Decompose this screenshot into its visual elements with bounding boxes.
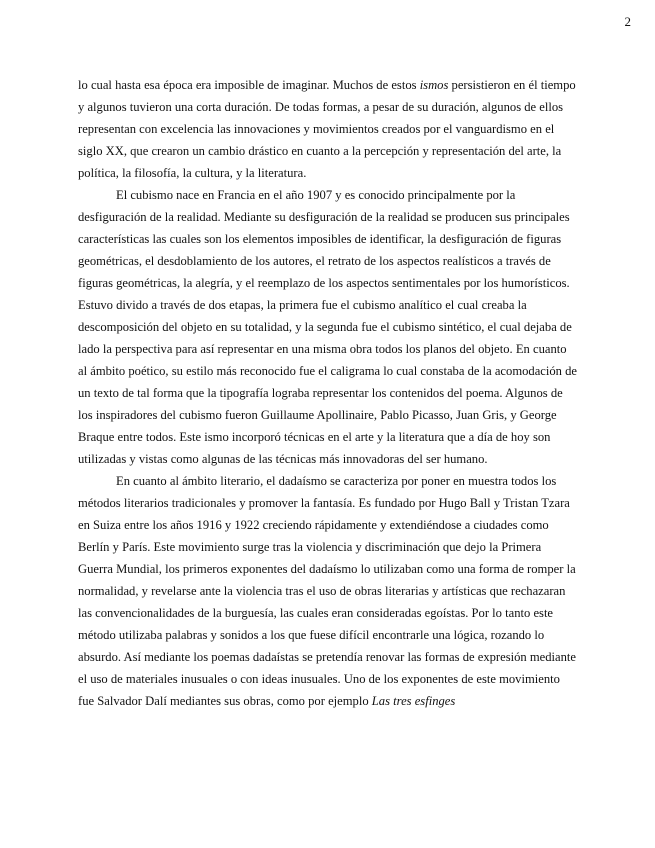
document-body xyxy=(78,74,578,712)
italic-term: ismos xyxy=(419,78,449,92)
paragraph-text: En cuanto al ámbito literario, el dadaísmo se caracteriza por poner en muestra todos los métodos literarios tradicionales y promover la fantasía. Es fundado por Hugo Ball y Tristan Tzara en Suiza entre los años 1916 y 1922 creciendo rápidamente y extendiéndose a ciudades como Berlín y París. Este movimiento surge tras la violencia y discriminación que dejo la Primera Guerra Mundial, los primeros exponentes del dadaísmo lo utilizaban como una forma de romper la normalidad, y revelarse ante la violencia tras el uso de obras literarias y artísticas que rechazaran las convencionalidades de la burguesía, las cuales eran consideradas egoístas. Por lo tanto este método utilizaba palabras y sonidos a los que fuese difícil encontrarle una lógica, rozando lo absurdo. Así mediante los poemas dadaístas se pretendía renovar las formas de expresión mediante el uso de materiales inusuales o con ideas inusuales. Uno de los exponentes de este movimiento fue Salvador Dalí mediantes sus obras, como por ejemplo xyxy=(78,474,577,708)
italic-work-title: Las tres esfinges xyxy=(371,694,456,708)
page-number: 2 xyxy=(624,14,631,29)
paragraph-intro-continuation xyxy=(78,74,578,184)
paragraph-cubismo: El cubismo nace en Francia en el año 1907 y es conocido principalmente por la desfiguración de la realidad. Mediante su desfiguración de la realidad se producen sus principales características las cuales son los elementos imposibles de identificar, la desfiguración de figuras geométricas, el desdoblamiento de los autores, el retrato de los aspectos realísticos a través de figuras geométricas, la alegría, y el reemplazo de los aspectos sentimentales por los humorísticos. Estuvo divido a través de dos etapas, la primera fue el cubismo analítico el cual creaba la descomposición del objeto en su totalidad, y la segunda fue el cubismo sintético, el cual dejaba de lado la perspectiva para así representar en una misma obra todos los planos del objeto. En cuanto al ámbito poético, su estilo más reconocido fue el caligrama lo cual constaba de la acomodación de un texto de tal forma que la tipografía lograba representar los contenidos del poema. Algunos de los inspiradores del cubismo fueron Guillaume Apollinaire, Pablo Picasso, Juan Gris, y George Braque entre todos. Este ismo incorporó técnicas en el arte y la literatura que a día de hoy son utilizadas y vistas como algunas de las técnicas más innovadoras del ser humano. xyxy=(78,188,578,466)
paragraph-dadaismo xyxy=(78,470,578,712)
paragraph-text: lo cual hasta esa época era imposible de imaginar. Muchos de estos xyxy=(78,78,420,92)
paragraph-text: persistieron en él tiempo y algunos tuvieron una corta duración. De todas formas, a pesar de su duración, algunos de ellos representan con excelencia las innovaciones y movimientos creados por el vanguardismo en el siglo XX, que crearon un cambio drástico en cuanto a la percepción y representación del arte, la política, la filosofía, la cultura, y la literatura. xyxy=(78,78,576,180)
